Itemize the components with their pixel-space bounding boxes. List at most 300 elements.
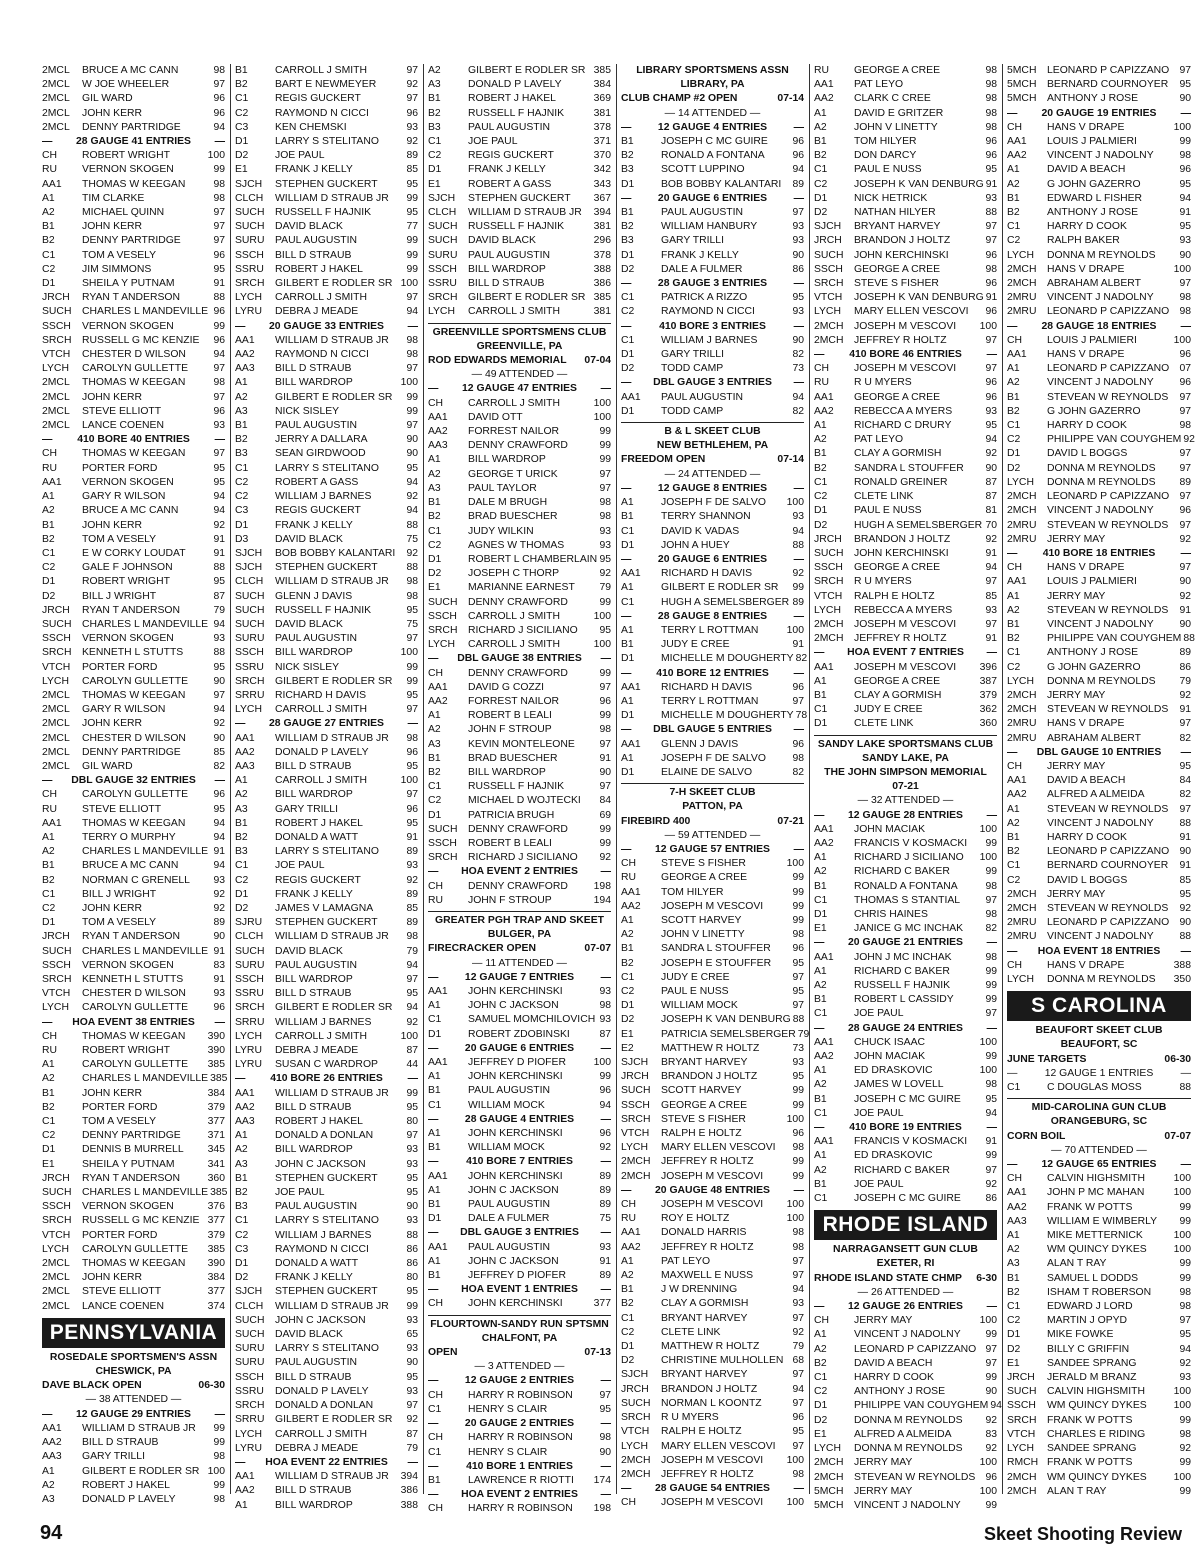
class-code: SRCH [235,278,265,290]
score: 99 [985,1372,997,1384]
result-row [42,1143,225,1157]
gauge-name: 410 BORE [466,1460,517,1472]
result-row [235,1371,418,1385]
gauge-name: 410 BORE [466,1156,517,1168]
class-code: SJCH [814,221,842,233]
class-code: B2 [42,235,55,247]
gauge-header [621,320,804,334]
class-code: B2 [621,221,634,233]
score: 93 [599,1241,611,1253]
result-row [814,504,997,518]
gauge-name: 410 BORE [849,349,900,361]
class-code: SJCH [235,178,263,190]
event-line [621,453,804,467]
gauge-name: 20 GAUGE [464,1418,518,1430]
shooter-name: REBECCA A MYERS [854,604,953,616]
shooter-name: SANDEE SPRANG [1047,1443,1137,1455]
result-row [1007,618,1191,632]
entries-count: 41 ENTRIES [131,136,191,148]
score: 88 [406,519,418,531]
shooter-name: SCOTT HARVEY [661,914,742,926]
shooter-name: ROBERT J HAKEL [275,1116,363,1128]
class-code: B1 [428,752,441,764]
result-row [428,291,611,305]
shooter-name: DONALD A DONLAN [275,1400,374,1412]
score: 100 [979,1457,997,1469]
shooter-name: BILL D STRAUB [275,1371,352,1383]
score: 98 [1179,1286,1191,1298]
score: 88 [792,539,804,551]
score: 97 [985,334,997,346]
class-code: SRCH [1007,1414,1037,1426]
class-code: SUCH [42,1187,72,1199]
result-row [621,348,804,362]
class-code: D2 [235,150,249,162]
score: 79 [792,1341,804,1353]
gauge-name: 410 BORE [659,320,710,332]
gauge-label [631,553,793,567]
gauge-header [814,809,997,823]
shooter-name: LARRY S STELITANO [275,136,379,148]
class-code: D1 [814,192,828,204]
result-row [235,1342,418,1356]
dash-glyph: — [600,1489,611,1501]
result-row [1007,959,1191,973]
entries-count: 54 ENTRIES [710,1483,770,1495]
shooter-name: HARRY D COOK [1047,831,1127,843]
shooter-name: STEPHEN GUCKERT [275,1286,378,1298]
score: 82 [1179,732,1191,744]
shooter-name: RUSSELL F HAJNIK [275,604,372,616]
shooter-name: BILL J WRIGHT [82,590,157,602]
shooter-name: WILLIAM E WIMBERLY [1047,1215,1158,1227]
result-row [428,525,611,539]
score: 99 [406,391,418,403]
result-row [1007,405,1191,419]
result-row [235,64,418,78]
result-row [814,1371,997,1385]
result-row [428,695,611,709]
score: 91 [406,831,418,843]
class-code: C2 [42,902,56,914]
score: 97 [1179,491,1191,503]
gauge-name: DBL GAUGE [653,724,716,736]
class-code: A2 [1007,604,1020,616]
result-row [814,894,997,908]
shooter-name: RONALD A FONTANA [661,150,765,162]
shooter-name: JERRY MAY [1047,533,1106,545]
shooter-name: PORTER FORD [82,1101,158,1113]
score: 94 [599,1099,611,1111]
score: 95 [406,1286,418,1298]
class-code: VTCH [621,1426,650,1438]
results-column [424,64,617,1515]
result-row [1007,192,1191,206]
gauge-header [428,1113,611,1127]
shooter-name: VERNON SKOGEN [82,633,174,645]
score: 91 [213,945,225,957]
class-code: E1 [428,582,441,594]
score: 98 [1179,1301,1191,1313]
score: 96 [213,334,225,346]
shooter-name: JOSEPH M VESCOVI [661,1454,764,1466]
shooter-name: RAYMOND N CICCI [275,349,369,361]
result-row [1007,1343,1191,1357]
result-row [235,632,418,646]
class-code: B2 [428,107,441,119]
gauge-label [824,1022,986,1036]
score: 97 [792,1255,804,1267]
shooter-name: WILLIAM D STRAUB JR [82,1422,196,1434]
result-row [42,163,225,177]
score: 95 [985,1093,997,1105]
result-row [42,462,225,476]
dash-glyph: — [986,1022,997,1034]
score: 98 [985,121,997,133]
shooter-name: FORREST NAILOR [468,695,560,707]
result-row [428,709,611,723]
class-code: JRCH [42,292,70,304]
score: 98 [599,497,611,509]
result-row [235,1172,418,1186]
score: 97 [792,1312,804,1324]
result-row [621,362,804,376]
shooter-name: KEN CHEMSKI [275,121,347,133]
result-row [42,419,225,433]
shooter-name: PAT LEYO [854,79,904,91]
result-row [42,888,225,902]
class-code: D2 [621,263,635,275]
shooter-name: FRANK J KELLY [275,1272,353,1284]
shooter-name: ROBERT J HAKEL [275,817,363,829]
shooter-name: JOHN J MC INCHAK [854,951,952,963]
entries-count: 40 ENTRIES [130,434,190,446]
result-row [814,320,997,334]
class-code: C2 [1007,235,1021,247]
shooter-name: JERRY MAY [854,1457,913,1469]
dash-glyph: — [428,866,439,878]
shooter-name: WM QUINCY DYKES [1047,1400,1147,1412]
shooter-name: BRANDON J HOLTZ [854,533,951,545]
dash-glyph: — [428,1227,439,1239]
score: 99 [599,1071,611,1083]
class-code: A1 [428,1071,441,1083]
class-code: A1 [235,1130,248,1142]
score: 89 [792,596,804,608]
class-code: B2 [428,766,441,778]
gauge-name: DBL GAUGE [653,377,716,389]
gauge-name: 20 GAUGE [657,192,711,204]
class-code: AA1 [814,823,834,835]
score: 97 [1179,718,1191,730]
score: 100 [786,624,804,636]
class-code: C1 [814,894,828,906]
shooter-name: CHARLES L MANDEVILLE [82,618,209,630]
score: 99 [406,405,418,417]
class-code: D1 [1007,1329,1021,1341]
class-code: A2 [42,846,55,858]
shooter-name: CARROLL J SMITH [468,306,560,318]
score: 396 [979,661,997,673]
score: 98 [792,929,804,941]
dash-glyph: — [664,107,678,119]
shooter-name: PORTER FORD [82,1229,158,1241]
shooter-name: STEVEAN W REYNOLDS [854,1471,976,1483]
result-row [814,433,997,447]
result-row [428,1070,611,1084]
class-code: C1 [814,1107,828,1119]
result-row [621,1099,804,1113]
class-code: 2MCH [1007,491,1037,503]
score: 343 [593,178,611,190]
dash-glyph: — [235,1456,246,1468]
result-row [428,823,611,837]
class-code: SURU [235,1357,265,1369]
class-code: C1 [621,525,635,537]
result-row [235,277,418,291]
gauge-header [621,192,804,206]
result-row [428,121,611,135]
class-code: E1 [428,178,441,190]
score: 91 [599,1255,611,1267]
shooter-name: BILLY C GRIFFIN [1047,1343,1130,1355]
result-row [235,1087,418,1101]
dash-glyph: — [1007,107,1018,119]
shooter-name: CHARLES L MANDEVILLE [82,1073,209,1085]
class-code: LYCH [1007,476,1034,488]
class-code: D1 [621,710,635,722]
entries-count: 65 ENTRIES [1096,1159,1157,1171]
result-row [235,178,418,192]
shooter-name: PAUL E NUSS [854,505,922,517]
gauge-label [52,135,214,149]
dash-glyph: — [428,1460,439,1472]
club-heading: EXETER, RI [876,1258,935,1270]
result-row [814,533,997,547]
result-row [428,794,611,808]
class-code: C2 [1007,874,1021,886]
class-code: RU [42,462,58,474]
class-code: D2 [235,902,249,914]
score: 93 [1179,1372,1191,1384]
gauge-label [631,376,793,390]
result-row [42,305,225,319]
gauge-label [631,1482,793,1496]
class-code: 2MCL [42,377,70,389]
shooter-name: GEORGE T URICK [468,468,558,480]
score: 97 [792,1369,804,1381]
class-code: SSCH [235,1371,264,1383]
score: 99 [599,426,611,438]
result-row [621,652,808,666]
entries-count: 18 ENTRIES [1095,547,1156,559]
shooter-name: ANTHONY J ROSE [1047,207,1139,219]
shooter-name: EDWARD J LORD [1047,1301,1133,1313]
class-code: AA2 [1007,789,1027,801]
score: 390 [207,1030,225,1042]
score: 97 [213,221,225,233]
class-code: 2MRU [1007,519,1037,531]
score: 95 [792,1426,804,1438]
class-code: A1 [235,1499,248,1511]
shooter-name: ANTHONY J ROSE [1047,93,1139,105]
result-row [621,1368,804,1382]
shooter-name: JUDY WILKIN [468,525,534,537]
dash-glyph: — [407,320,418,332]
result-row [42,959,225,973]
score: 96 [213,107,225,119]
gauge-label [631,192,793,206]
gauge-name: 20 GAUGE [464,1042,518,1054]
score: 91 [1179,604,1191,616]
shooter-name: STEVE ELLIOTT [82,803,162,815]
shooter-name: CALVIN HIGHSMITH [1047,1386,1145,1398]
attended-count: 59 ATTENDED [677,829,748,841]
gauge-header [621,667,804,681]
class-code: C3 [235,121,249,133]
shooter-name: CLAY A GORMISH [661,1298,749,1310]
class-code: A2 [1007,377,1020,389]
shooter-name: JOHN KERCHINSKI [468,1071,563,1083]
class-code: B1 [428,1270,441,1282]
result-row [42,604,225,618]
result-row [1007,234,1191,248]
result-row [814,1385,997,1399]
gauge-label [245,1456,407,1470]
result-row [42,1422,225,1436]
result-row [235,1058,418,1072]
score: 100 [1173,121,1191,133]
shooter-name: AGNES W THOMAS [468,539,565,551]
class-code: A1 [1007,803,1020,815]
result-row [1007,1399,1191,1413]
shooter-name: MARIANNE EARNEST [468,582,575,594]
class-code: VTCH [1007,1428,1036,1440]
dash-glyph: — [621,278,632,290]
score: 92 [213,718,225,730]
class-code: SRCH [428,852,458,864]
gauge-header [814,1121,997,1135]
event-line [428,354,611,368]
shooter-name: RONALD A FONTANA [854,880,958,892]
attended-count: 32 ATTENDED [870,795,941,807]
event-date: 07-14 [777,454,804,466]
gauge-label [631,667,793,681]
dash-glyph: — [986,349,997,361]
gauge-header [235,1456,418,1470]
class-code: SSCH [235,647,264,659]
score: 94 [406,306,418,318]
result-row [621,1127,804,1141]
shooter-name: BRANDON J HOLTZ [661,1383,758,1395]
shooter-name: LEONARD P CAPIZZANO [1047,846,1170,858]
score: 99 [213,164,225,176]
class-code: D1 [235,888,249,900]
shooter-name: HANS V DRAPE [1047,562,1125,574]
shooter-name: DENNY PARTRIDGE [82,121,181,133]
score: 96 [792,681,804,693]
shooter-name: DENNY PARTRIDGE [82,746,181,758]
shooter-name: JOE PAUL [854,1178,904,1190]
entries-count: 6 ENTRIES [713,553,768,565]
result-row [621,1155,804,1169]
result-row [814,717,997,731]
result-row [814,391,997,405]
result-row [1007,376,1191,390]
class-code: A2 [814,980,827,991]
dash-glyph: — [235,1073,246,1085]
score: 82 [792,405,804,417]
class-code: B2 [235,79,248,91]
class-code: A2 [814,1343,827,1355]
class-code: B1 [814,1178,827,1190]
class-code: B1 [814,689,827,701]
result-row [428,1297,611,1311]
shooter-name: JEFFREY R HOLTZ [661,1468,754,1480]
entries-count: 5 ENTRIES [718,724,772,736]
dash-glyph: — [600,866,611,878]
result-row [621,1170,804,1184]
result-row [621,1269,804,1283]
class-code: B1 [814,880,827,892]
result-row [235,490,418,504]
shooter-name: RICHARD C BAKER [854,866,950,878]
score: 390 [207,1045,225,1057]
shooter-name: ROBERT B LEALI [468,710,552,722]
result-row [1007,277,1191,291]
shooter-name: GIL WARD [82,93,133,105]
shooter-name: DONNA M REYNOLDS [1047,249,1156,261]
result-row [428,567,611,581]
shooter-name: REGIS GUCKERT [275,874,361,886]
class-code: 2MCH [1007,505,1037,517]
score: 90 [985,1386,997,1398]
shooter-name: WILLIAM J BARNES [275,1016,372,1028]
shooter-name: RICHARD J SICILIANO [468,852,578,864]
class-code: A3 [42,1493,55,1505]
result-row [428,163,611,177]
class-code: D1 [814,718,828,730]
score: 91 [792,639,804,651]
shooter-name: JOHN KERR [82,107,143,119]
event-name: FIREBIRD 400 [621,815,691,827]
shooter-name: DAVID A BEACH [1047,164,1126,176]
entries-count: 12 ENTRIES [709,667,769,679]
attendance-line [42,1393,225,1407]
shooter-name: FRANK J KELLY [468,164,546,176]
club-heading: BULGER, PA [487,929,552,941]
gauge-name: 12 GAUGE [1044,1067,1097,1079]
gauge-name: 28 GAUGE [655,1483,708,1495]
attended-count: 70 ATTENDED [1064,1144,1134,1156]
shooter-name: RALPH E HOLTZ [661,1128,742,1140]
class-code: JRCH [621,1383,649,1395]
shooter-name: JOHN KERR [82,902,143,914]
dash-glyph: — [1051,1144,1065,1156]
shooter-name: MICHELLE M DOUGHERTY [661,653,794,665]
gauge-label [438,652,600,666]
event-date: 6-30 [976,1272,997,1284]
class-code: LYCH [235,1428,262,1440]
shooter-name: TOM A VESELY [82,917,157,929]
shooter-name: JAMES V LAMAGNA [275,902,374,914]
result-row [42,590,225,604]
gauge-header [428,382,611,396]
shooter-name: PATRICIA BRUGH [468,809,555,821]
score: 96 [406,107,418,119]
dash-glyph: — [600,653,611,665]
shooter-name: THOMAS W KEEGAN [82,377,186,389]
